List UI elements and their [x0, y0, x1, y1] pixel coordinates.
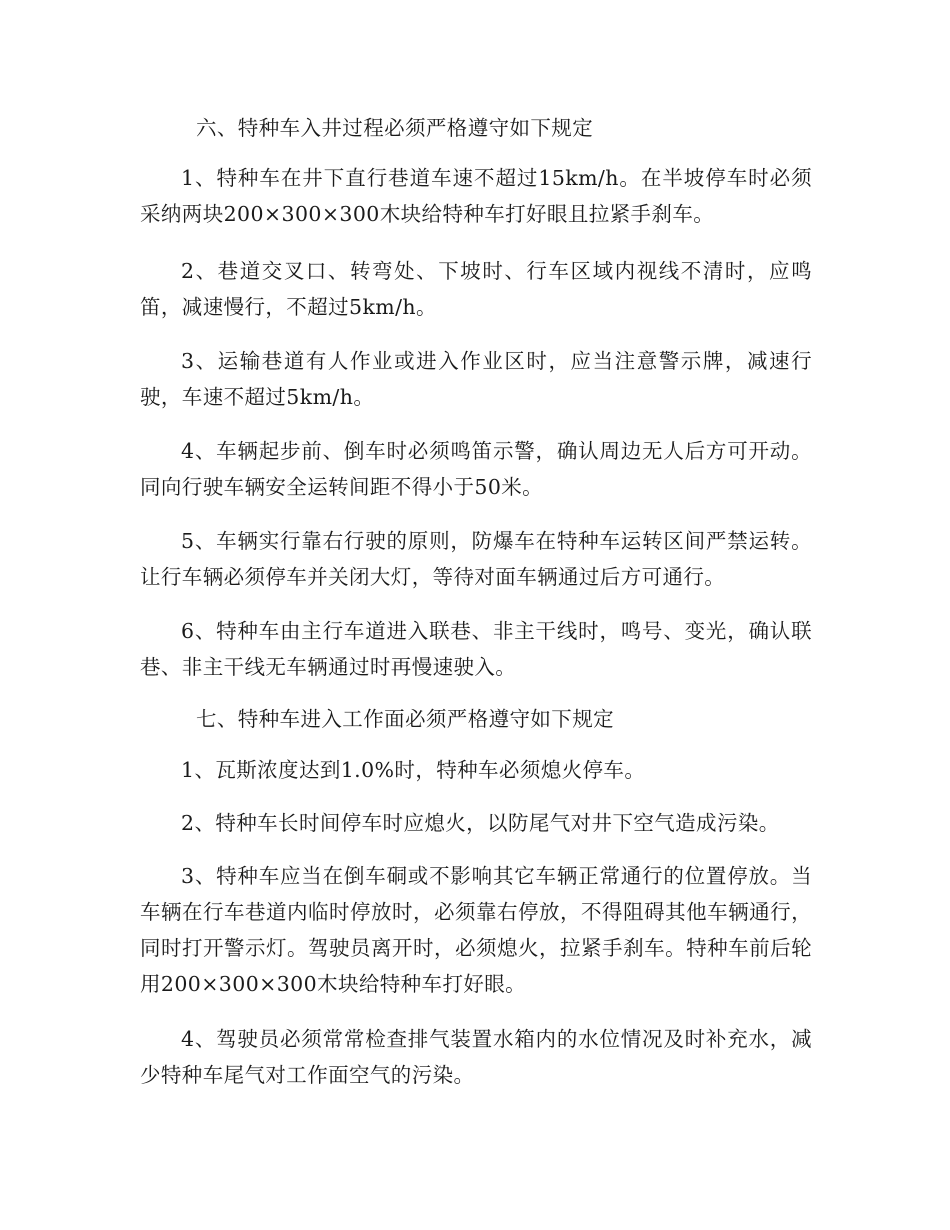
paragraph-6-6: 6、特种车由主行车道进入联巷、非主干线时，鸣号、变光，确认联巷、非主干线无车辆通过时再慢速驶入。	[140, 619, 812, 679]
paragraph-7-4: 4、驾驶员必须常常检查排气装置水箱内的水位情况及时补充水，减少特种车尾气对工作面空气的污染。	[140, 1027, 812, 1087]
paragraph-6-1: 1、特种车在井下直行巷道车速不超过15km/h。在半坡停车时必须采纳两块200×300×300木块给特种车打好眼且拉紧手刹车。	[140, 166, 812, 226]
paragraph-6-5: 5、车辆实行靠右行驶的原则，防爆车在特种车运转区间严禁运转。让行车辆必须停车并关闭大灯，等待对面车辆通过后方可通行。	[140, 529, 812, 589]
paragraph-7-3: 3、特种车应当在倒车硐或不影响其它车辆正常通行的位置停放。当车辆在行车巷道内临时停放时，必须靠右停放，不得阻碍其他车辆通行，同时打开警示灯。驾驶员离开时，必须熄火，拉紧手刹车。特种车前后轮用200×300×300木块给特种车打好眼。	[140, 864, 812, 996]
section-heading-7: 七、特种车进入工作面必须严格遵守如下规定	[196, 707, 614, 731]
paragraph-6-4: 4、车辆起步前、倒车时必须鸣笛示警，确认周边无人后方可开动。同向行驶车辆安全运转间距不得小于50米。	[140, 439, 812, 499]
paragraph-6-3: 3、运输巷道有人作业或进入作业区时，应当注意警示牌，减速行驶，车速不超过5km/h。	[140, 349, 812, 409]
paragraph-6-2: 2、巷道交叉口、转弯处、下坡时、行车区域内视线不清时，应鸣笛，减速慢行，不超过5km/h。	[140, 259, 812, 319]
paragraph-7-1: 1、瓦斯浓度达到1.0%时，特种车必须熄火停车。	[181, 758, 646, 782]
paragraph-7-2: 2、特种车长时间停车时应熄火，以防尾气对井下空气造成污染。	[181, 811, 780, 835]
section-heading-6: 六、特种车入井过程必须严格遵守如下规定	[196, 116, 594, 140]
